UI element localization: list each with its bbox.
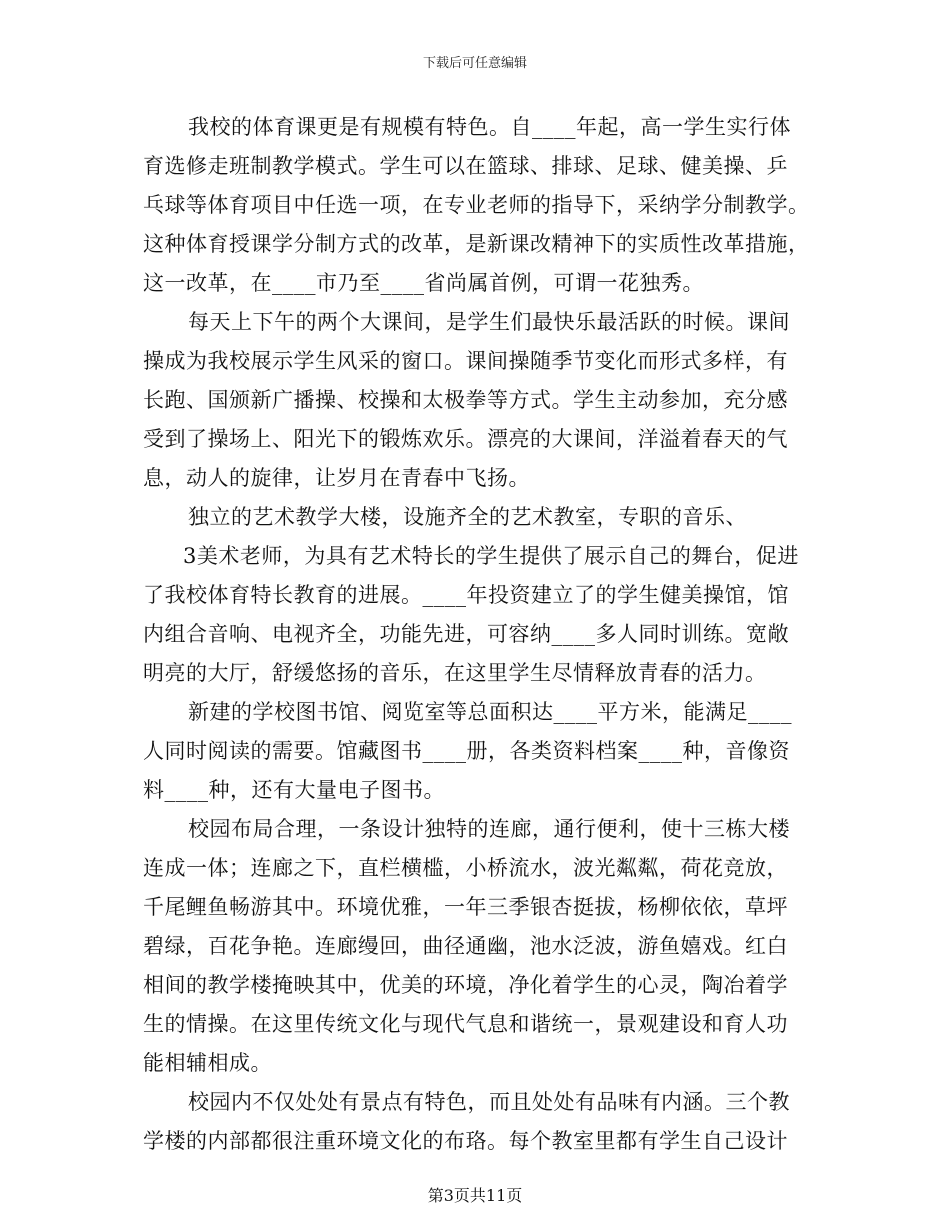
- text-line: 每天上下午的两个大课间，是学生们最快乐最活跃的时候。课间: [188, 310, 790, 334]
- text-line: 碧绿，百花争艳。连廊缦回，曲径通幽，池水泛波，游鱼嬉戏。红白: [143, 934, 788, 958]
- text-line: 长跑、国颁新广播操、校操和太极拳等方式。学生主动参加，充分感: [143, 388, 788, 412]
- text-line: 这种体育授课学分制方式的改革，是新课改精神下的实质性改革措施，: [143, 232, 810, 256]
- text-line: 校园内不仅处处有景点有特色，而且处处有品味有内涵。三个教: [188, 1090, 790, 1114]
- text-line: 这一改革，在____市乃至____省尚属首例，可谓一花独秀。: [143, 271, 704, 295]
- text-line: 明亮的大厅，舒缓悠扬的音乐，在这里学生尽情释放青春的活力。: [143, 661, 767, 685]
- text-line: 能相辅相成。: [143, 1051, 272, 1075]
- text-line: 料____种，还有大量电子图书。: [143, 778, 445, 802]
- text-line: 新建的学校图书馆、阅览室等总面积达____平方米，能满足____: [188, 700, 792, 724]
- text-line: 相间的教学楼掩映其中，优美的环境，净化着学生的心灵，陶冶着学: [143, 973, 788, 997]
- text-line: 独立的艺术教学大楼，设施齐全的艺术教室，专职的音乐、: [188, 505, 747, 529]
- text-line: 我校的体育课更是有规模有特色。自____年起，高一学生实行体: [188, 115, 791, 139]
- text-line: 内组合音响、电视齐全，功能先进，可容纳____多人同时训练。宽敞: [143, 622, 789, 646]
- page-number-footer: 第3页共11页: [427, 1186, 523, 1205]
- text-line: 了我校体育特长教育的进展。____年投资建立了的学生健美操馆，馆: [143, 583, 789, 607]
- text-line: 学楼的内部都很注重环境文化的布珞。每个教室里都有学生自己设计: [143, 1129, 788, 1153]
- page-header: 下载后可任意编辑: [422, 56, 527, 71]
- text-line: 生的情操。在这里传统文化与现代气息和谐统一，景观建设和育人功: [143, 1012, 788, 1036]
- text-line: 人同时阅读的需要。馆藏图书____册，各类资料档案____种，音像资: [143, 739, 790, 763]
- text-line: 千尾鲤鱼畅游其中。环境优雅，一年三季银杏挺拔，杨柳依依，草坪: [143, 895, 788, 919]
- text-line: 连成一体；连廊之下，直栏横槛，小桥流水，波光粼粼，荷花竞放，: [143, 856, 788, 880]
- text-line: 校园布局合理，一条设计独特的连廊，通行便利，使十三栋大楼: [188, 817, 790, 841]
- text-line: 受到了操场上、阳光下的锻炼欢乐。漂亮的大课间，洋溢着春天的气: [143, 427, 788, 451]
- text-line: 操成为我校展示学生风采的窗口。课间操随季节变化而形式多样，有: [143, 349, 788, 373]
- text-line: 育选修走班制教学模式。学生可以在篮球、排球、足球、健美操、乒: [143, 154, 788, 178]
- text-line: 息，动人的旋律，让岁月在青春中飞扬。: [143, 466, 530, 490]
- text-line: 3美术老师，为具有艺术特长的学生提供了展示自己的舞台，促进: [183, 544, 799, 568]
- text-line: 乓球等体育项目中任选一项，在专业老师的指导下，采纳学分制教学。: [143, 193, 810, 217]
